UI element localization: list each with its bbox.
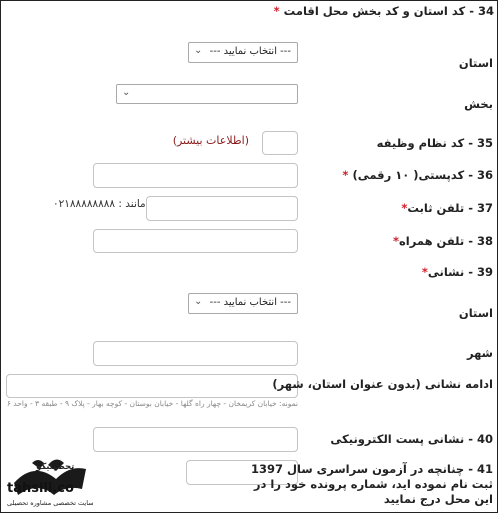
landline-input[interactable] xyxy=(146,196,298,221)
logo-domain: tahsili.co xyxy=(7,481,74,496)
military-code-input[interactable] xyxy=(262,131,298,155)
q38-label: 38 - تلفن همراه* xyxy=(392,234,493,248)
province-select[interactable]: --- انتخاب نمایید --- ⌄ xyxy=(188,42,298,63)
chevron-down-icon: ⌄ xyxy=(194,45,203,56)
address-label: ادامه نشانی (بدون عنوان استان، شهر) xyxy=(272,377,493,391)
city-input[interactable] xyxy=(93,341,298,366)
city-label: شهر xyxy=(466,346,493,360)
province-label: استان xyxy=(458,56,493,70)
chevron-down-icon: ⌄ xyxy=(194,296,203,307)
chevron-down-icon: ⌄ xyxy=(122,87,131,98)
q39-label: 39 - نشانی* xyxy=(421,265,493,279)
district-select[interactable] xyxy=(116,84,298,104)
address-hint: نمونه: خیابان کریمخان - چهار راه گلها - خیابان بوستان - کوچه بهار - پلاک ۹ - طبقه ۳ - واحد ۶ xyxy=(6,399,298,408)
district-label: بخش xyxy=(464,97,493,111)
q36-label: 36 - کدپستی( ۱۰ رقمی) * xyxy=(342,168,493,182)
phone-example: مانند : ۰۲۱۸۸۸۸۸۸۸۸ xyxy=(53,198,146,210)
q37-label: 37 - تلفن ثابت* xyxy=(401,201,493,215)
email-input[interactable] xyxy=(93,427,298,452)
q35-label: 35 - کد نظام وظیفه xyxy=(376,136,493,150)
address-province-select[interactable]: --- انتخاب نمایید --- ⌄ xyxy=(188,293,298,314)
address-province-label: استان xyxy=(458,306,493,320)
q40-label: 40 - نشانی پست الکترونیکی xyxy=(330,432,493,446)
logo-brand: تحصیلیکو xyxy=(36,462,75,472)
q34-label: 34 - کد استان و کد بخش محل اقامت * xyxy=(273,4,494,18)
mobile-input[interactable] xyxy=(93,229,298,253)
address-input[interactable] xyxy=(6,374,298,398)
q41-label: 41 - چنانچه در آزمون سراسری سال 1397 ثبت نام نموده اید، شماره پرونده خود را در این محل درج نمایید xyxy=(251,462,493,506)
more-info-link[interactable]: (اطلاعات بیشتر) xyxy=(172,134,249,147)
tahsili-logo xyxy=(4,455,96,511)
logo-tagline: سایت تخصصی مشاوره تحصیلی xyxy=(7,499,94,507)
postal-code-input[interactable] xyxy=(93,163,298,188)
